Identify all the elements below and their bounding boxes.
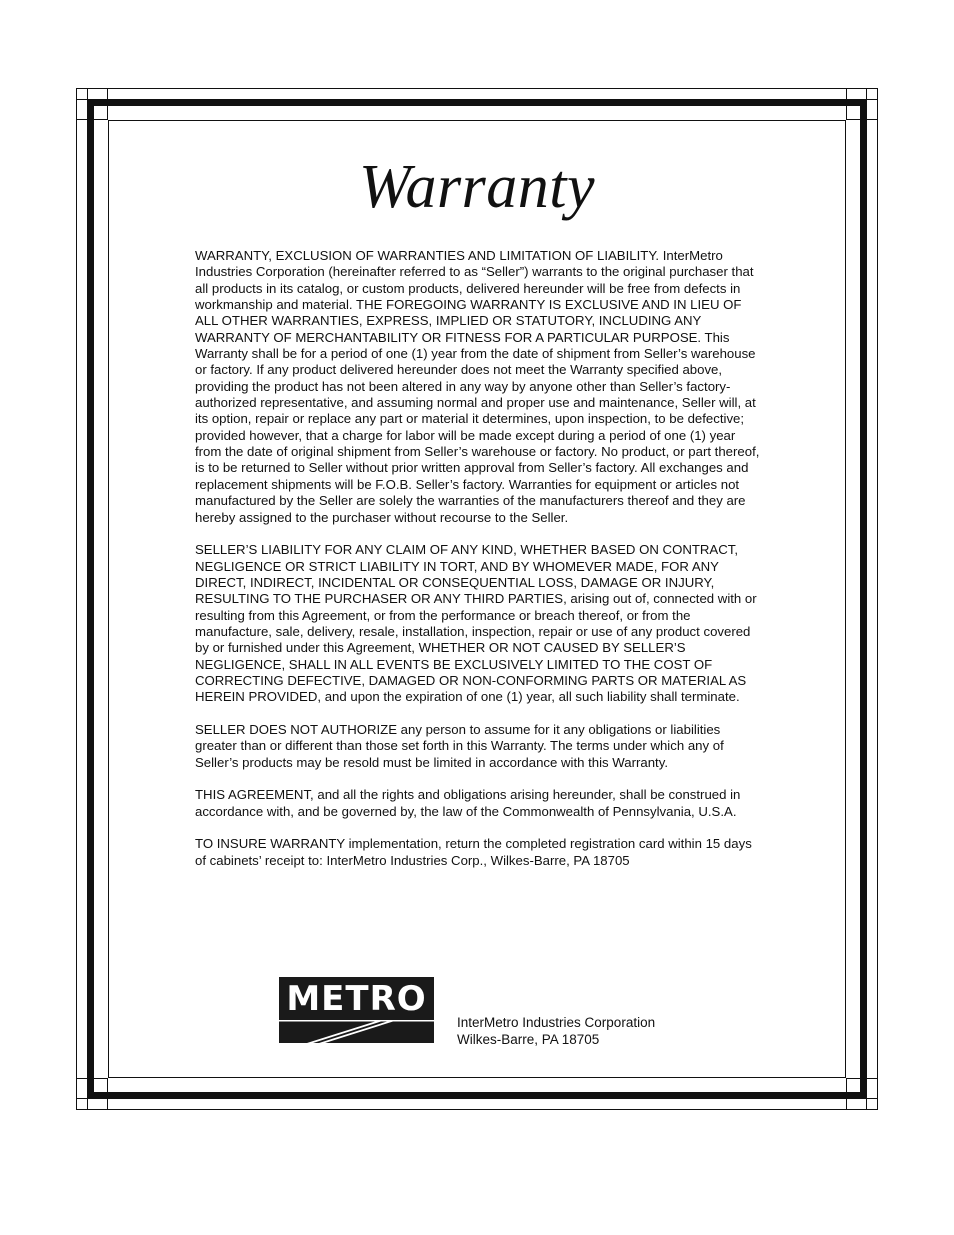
metro-logo-text: METRO xyxy=(286,979,427,1019)
company-address-block xyxy=(457,1015,655,1048)
warranty-body xyxy=(195,248,760,885)
corner-ornament-bottom-left xyxy=(76,1078,108,1110)
company-address: Wilkes-Barre, PA 18705 xyxy=(457,1031,600,1047)
corner-ornament-bottom-right xyxy=(846,1078,878,1110)
metro-logo-icon xyxy=(279,977,434,1043)
page-title: Warranty xyxy=(359,153,595,221)
paragraph-warranty-exclusion: WARRANTY, EXCLUSION OF WARRANTIES AND LIMITATION OF LIABILITY. InterMetro Industries Corporation (hereinafter referred to as “Seller”) warrants to the original purchaser that all products in its catalog, or custom products, delivered hereunder will be free from defects in workmanship and material. THE FOREGOING WARRANTY IS EXCLUSIVE AND IN LIEU OF ALL OTHER WARRANTIES, EXPRESS, IMPLIED OR STATUTORY, INCLUDING ANY WARRANTY OF MERCHANTABILITY OR FITNESS FOR A PARTICULAR PURPOSE. This Warranty shall be for a period of one (1) year from the date of shipment from Seller’s warehouse or factory. If any product delivered hereunder does not meet the Warranty specified above, providing the product has not been altered in any way by anyone other than Seller’s factory-authorized representative, and assuming normal and proper use and maintenance, Seller will, at its option, repair or replace any part or material it determines, upon inspection, to be defective; provided however, that a charge for labor will be made except during a period of one (1) year from the date of original shipment from Seller’s warehouse or factory. No product, or part thereof, is to be returned to Seller without prior written approval from Seller’s factory. All exchanges and replacement shipments will be F.O.B. Seller’s factory. Warranties for equipment or articles not manufactured by the Seller are solely the warranties of the manufacturers thereof and they are hereby assigned to the purchaser without recourse to the Seller. xyxy=(195,248,760,525)
corner-ornament-top-right xyxy=(846,88,878,120)
company-name: InterMetro Industries Corporation xyxy=(457,1015,656,1030)
paragraph-seller-liability: SELLER’S LIABILITY FOR ANY CLAIM OF ANY KIND, WHETHER BASED ON CONTRACT, NEGLIGENCE OR STRICT LIABILITY IN TORT, AND BY WHOMEVER MADE, FOR ANY DIRECT, INDIRECT, INCIDENTAL OR CONSEQUENTIAL LOSS, DAMAGE OR INJURY, RESULTING TO THE PURCHASER OR ANY THIRD PARTIES, arising out of, connected with or resulting from this Agreement, or from the performance or breach thereof, or from the manufacture, sale, delivery, resale, installation, inspection, repair or use of any product covered by or furnished under this Agreement, WHETHER OR NOT CAUSED BY SELLER’S NEGLIGENCE, SHALL IN ALL EVENTS BE EXCLUSIVELY LIMITED TO THE COST OF CORRECTING DEFECTIVE, DAMAGED OR NON-CONFORMING PARTS OR MATERIAL AS HEREIN PROVIDED, and upon the expiration of one (1) year, all such liability shall terminate. xyxy=(195,542,757,705)
corner-ornament-top-left xyxy=(76,88,108,120)
paragraph-registration: TO INSURE WARRANTY implementation, return the completed registration card within 15 days of cabinets’ receipt to: InterMetro Industries Corp., Wilkes-Barre, PA 18705 xyxy=(195,836,752,868)
paragraph-authorization: SELLER DOES NOT AUTHORIZE any person to assume for it any obligations or liabilities greater than or different than those set forth in this Warranty. The terms under which any of Seller’s products may be resold must be limited in accordance with this Warranty. xyxy=(195,721,724,770)
paragraph-agreement-law: THIS AGREEMENT, and all the rights and obligations arising hereunder, shall be construed in accordance with, and be governed by, the law of the Commonwealth of Pennsylvania, U.S.A. xyxy=(195,787,741,819)
